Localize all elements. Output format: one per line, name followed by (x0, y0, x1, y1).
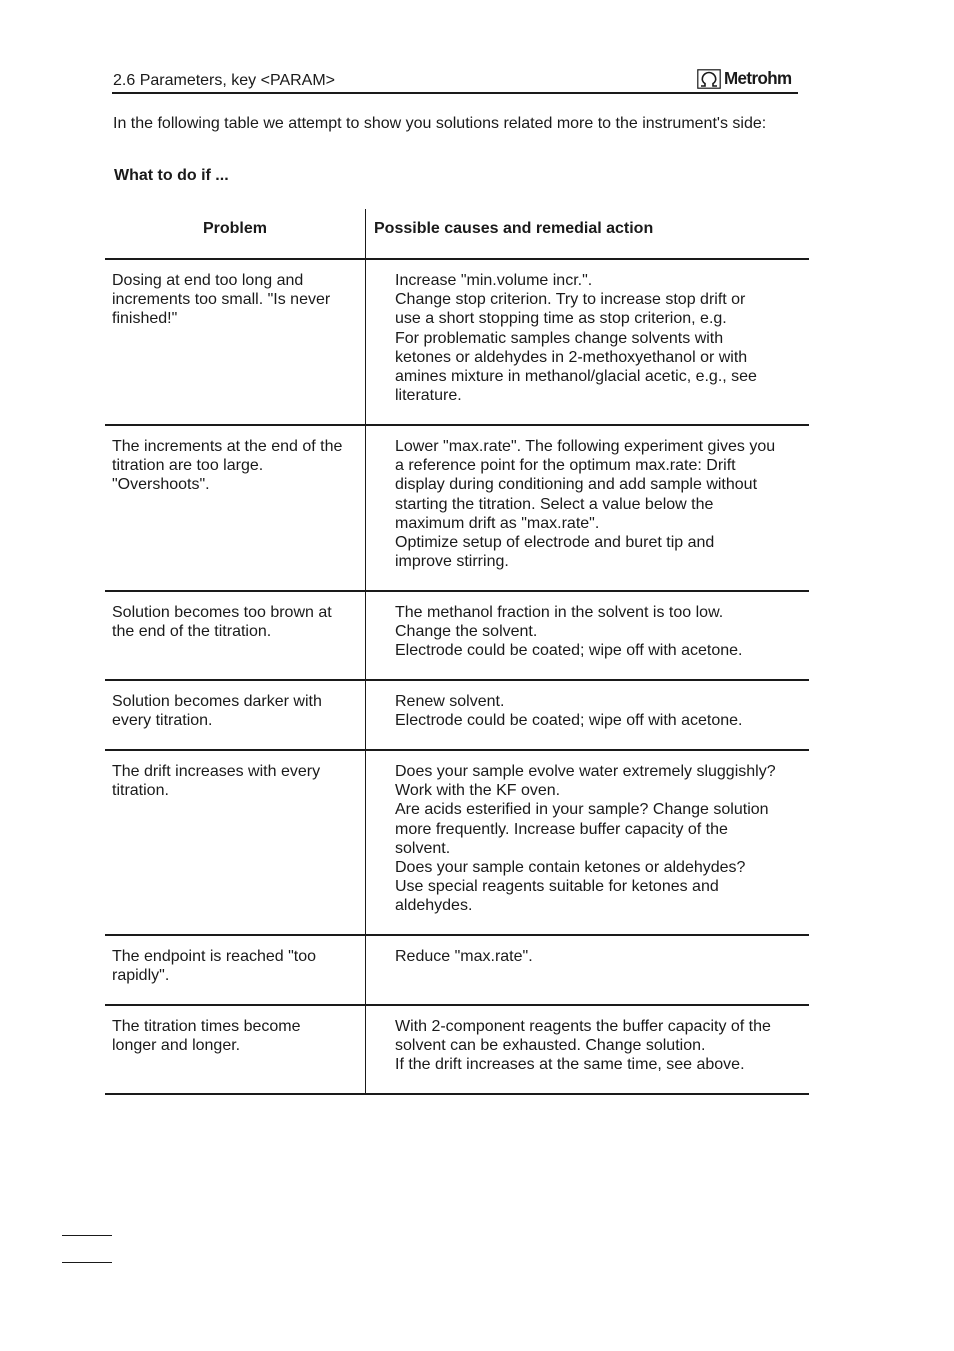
problem-line: finished!" (112, 310, 178, 328)
problem-line: Dosing at end too long and (112, 272, 304, 289)
cause-line: amines mixture in methanol/glacial acetic, e.g., see (395, 368, 757, 386)
cause-line: use a short stopping time as stop criterion, e.g. (395, 310, 727, 328)
cause-line: Renew solvent. (395, 693, 505, 710)
table-header-row (105, 209, 809, 260)
footer-rule-top (62, 1235, 112, 1236)
cause-line: display during conditioning and add sample without (395, 476, 758, 494)
problem-cell (105, 426, 366, 590)
table-row (105, 681, 809, 751)
problem-line: the end of the titration. (112, 623, 272, 641)
problem-cell (105, 751, 366, 934)
problem-cell (105, 1006, 366, 1093)
cause-line: Does your sample contain ketones or aldehydes? (395, 859, 746, 877)
table-body (105, 260, 809, 1095)
problem-line: The titration times become (112, 1018, 301, 1035)
cause-line: ketones or aldehydes in 2-methoxyethanol or with (395, 348, 748, 366)
causes-cell (395, 592, 809, 661)
problem-line: The endpoint is reached "too (112, 948, 317, 965)
cause-line: literature. (395, 387, 462, 405)
problem-line: rapidly". (112, 967, 170, 985)
cause-line: Reduce "max.rate". (395, 948, 533, 965)
causes-cell (395, 681, 809, 730)
problem-line: "Overshoots". (112, 476, 210, 494)
cause-line: maximum drift as "max.rate". (395, 514, 600, 532)
metrohm-logo (697, 67, 799, 91)
problem-cell (105, 592, 366, 679)
cause-line: With 2-component reagents the buffer capacity of the (395, 1018, 771, 1035)
problem-line: every titration. (112, 712, 213, 730)
table-row (105, 936, 809, 1006)
section-heading: What to do if ... (114, 167, 229, 184)
table-row (105, 751, 809, 936)
cause-line: Use special reagents suitable for ketones and (395, 878, 719, 896)
cause-line: Optimize setup of electrode and buret tip and (395, 534, 715, 552)
table-row (105, 260, 809, 426)
cause-line: Increase "min.volume incr.". (395, 272, 593, 289)
problem-line: The increments at the end of the (112, 438, 343, 455)
causes-cell (395, 751, 809, 916)
cause-line: If the drift increases at the same time, see above. (395, 1056, 745, 1074)
cause-line: Does your sample evolve water extremely sluggishly? (395, 763, 776, 780)
cause-line: Electrode could be coated; wipe off with acetone. (395, 642, 743, 660)
intro-paragraph: In the following table we attempt to show you solutions related more to the instrument's side: (113, 115, 767, 132)
cause-line: a reference point for the optimum max.rate: Drift (395, 457, 736, 475)
problem-line: Solution becomes too brown at (112, 604, 332, 621)
problem-line: increments too small. "Is never (112, 291, 331, 309)
cause-line: improve stirring. (395, 553, 509, 571)
table-row (105, 426, 809, 592)
cause-line: starting the titration. Select a value below the (395, 495, 714, 513)
problem-line: longer and longer. (112, 1037, 241, 1055)
cause-line: Change the solvent. (395, 623, 538, 641)
column-header-problem: Problem (105, 209, 366, 258)
cause-line: Are acids esterified in your sample? Change solution (395, 801, 769, 819)
cause-line: Lower "max.rate". The following experiment gives you (395, 438, 776, 455)
section-title: 2.6 Parameters, key <PARAM> (113, 72, 336, 89)
header-divider (112, 92, 798, 94)
causes-cell (395, 1006, 809, 1075)
problem-cell (105, 681, 366, 749)
cause-line: For problematic samples change solvents with (395, 329, 724, 347)
problem-line: titration are too large. (112, 457, 264, 475)
cause-line: more frequently. Increase buffer capacity of the (395, 820, 728, 838)
cause-line: Change stop criterion. Try to increase stop drift or (395, 291, 746, 309)
table-row (105, 1006, 809, 1095)
table-row (105, 592, 809, 681)
problem-line: The drift increases with every (112, 763, 321, 780)
problem-line: titration. (112, 782, 169, 800)
problem-cell (105, 936, 366, 1004)
footer-rule-bottom (62, 1262, 112, 1263)
causes-cell (395, 936, 809, 966)
cause-line: solvent can be exhausted. Change solution. (395, 1037, 706, 1055)
cause-line: aldehydes. (395, 897, 473, 915)
omega-icon (697, 69, 721, 89)
cause-line: solvent. (395, 839, 451, 857)
cause-line: Electrode could be coated; wipe off with acetone. (395, 712, 743, 730)
causes-cell (395, 426, 809, 571)
cause-line: Work with the KF oven. (395, 782, 561, 800)
troubleshooting-table (105, 209, 809, 1095)
causes-cell (395, 260, 809, 405)
cause-line: The methanol fraction in the solvent is too low. (395, 604, 724, 621)
column-header-causes: Possible causes and remedial action (374, 220, 654, 237)
problem-cell (105, 260, 366, 424)
problem-line: Solution becomes darker with (112, 693, 322, 710)
brand-name: Metrohm (724, 68, 792, 89)
